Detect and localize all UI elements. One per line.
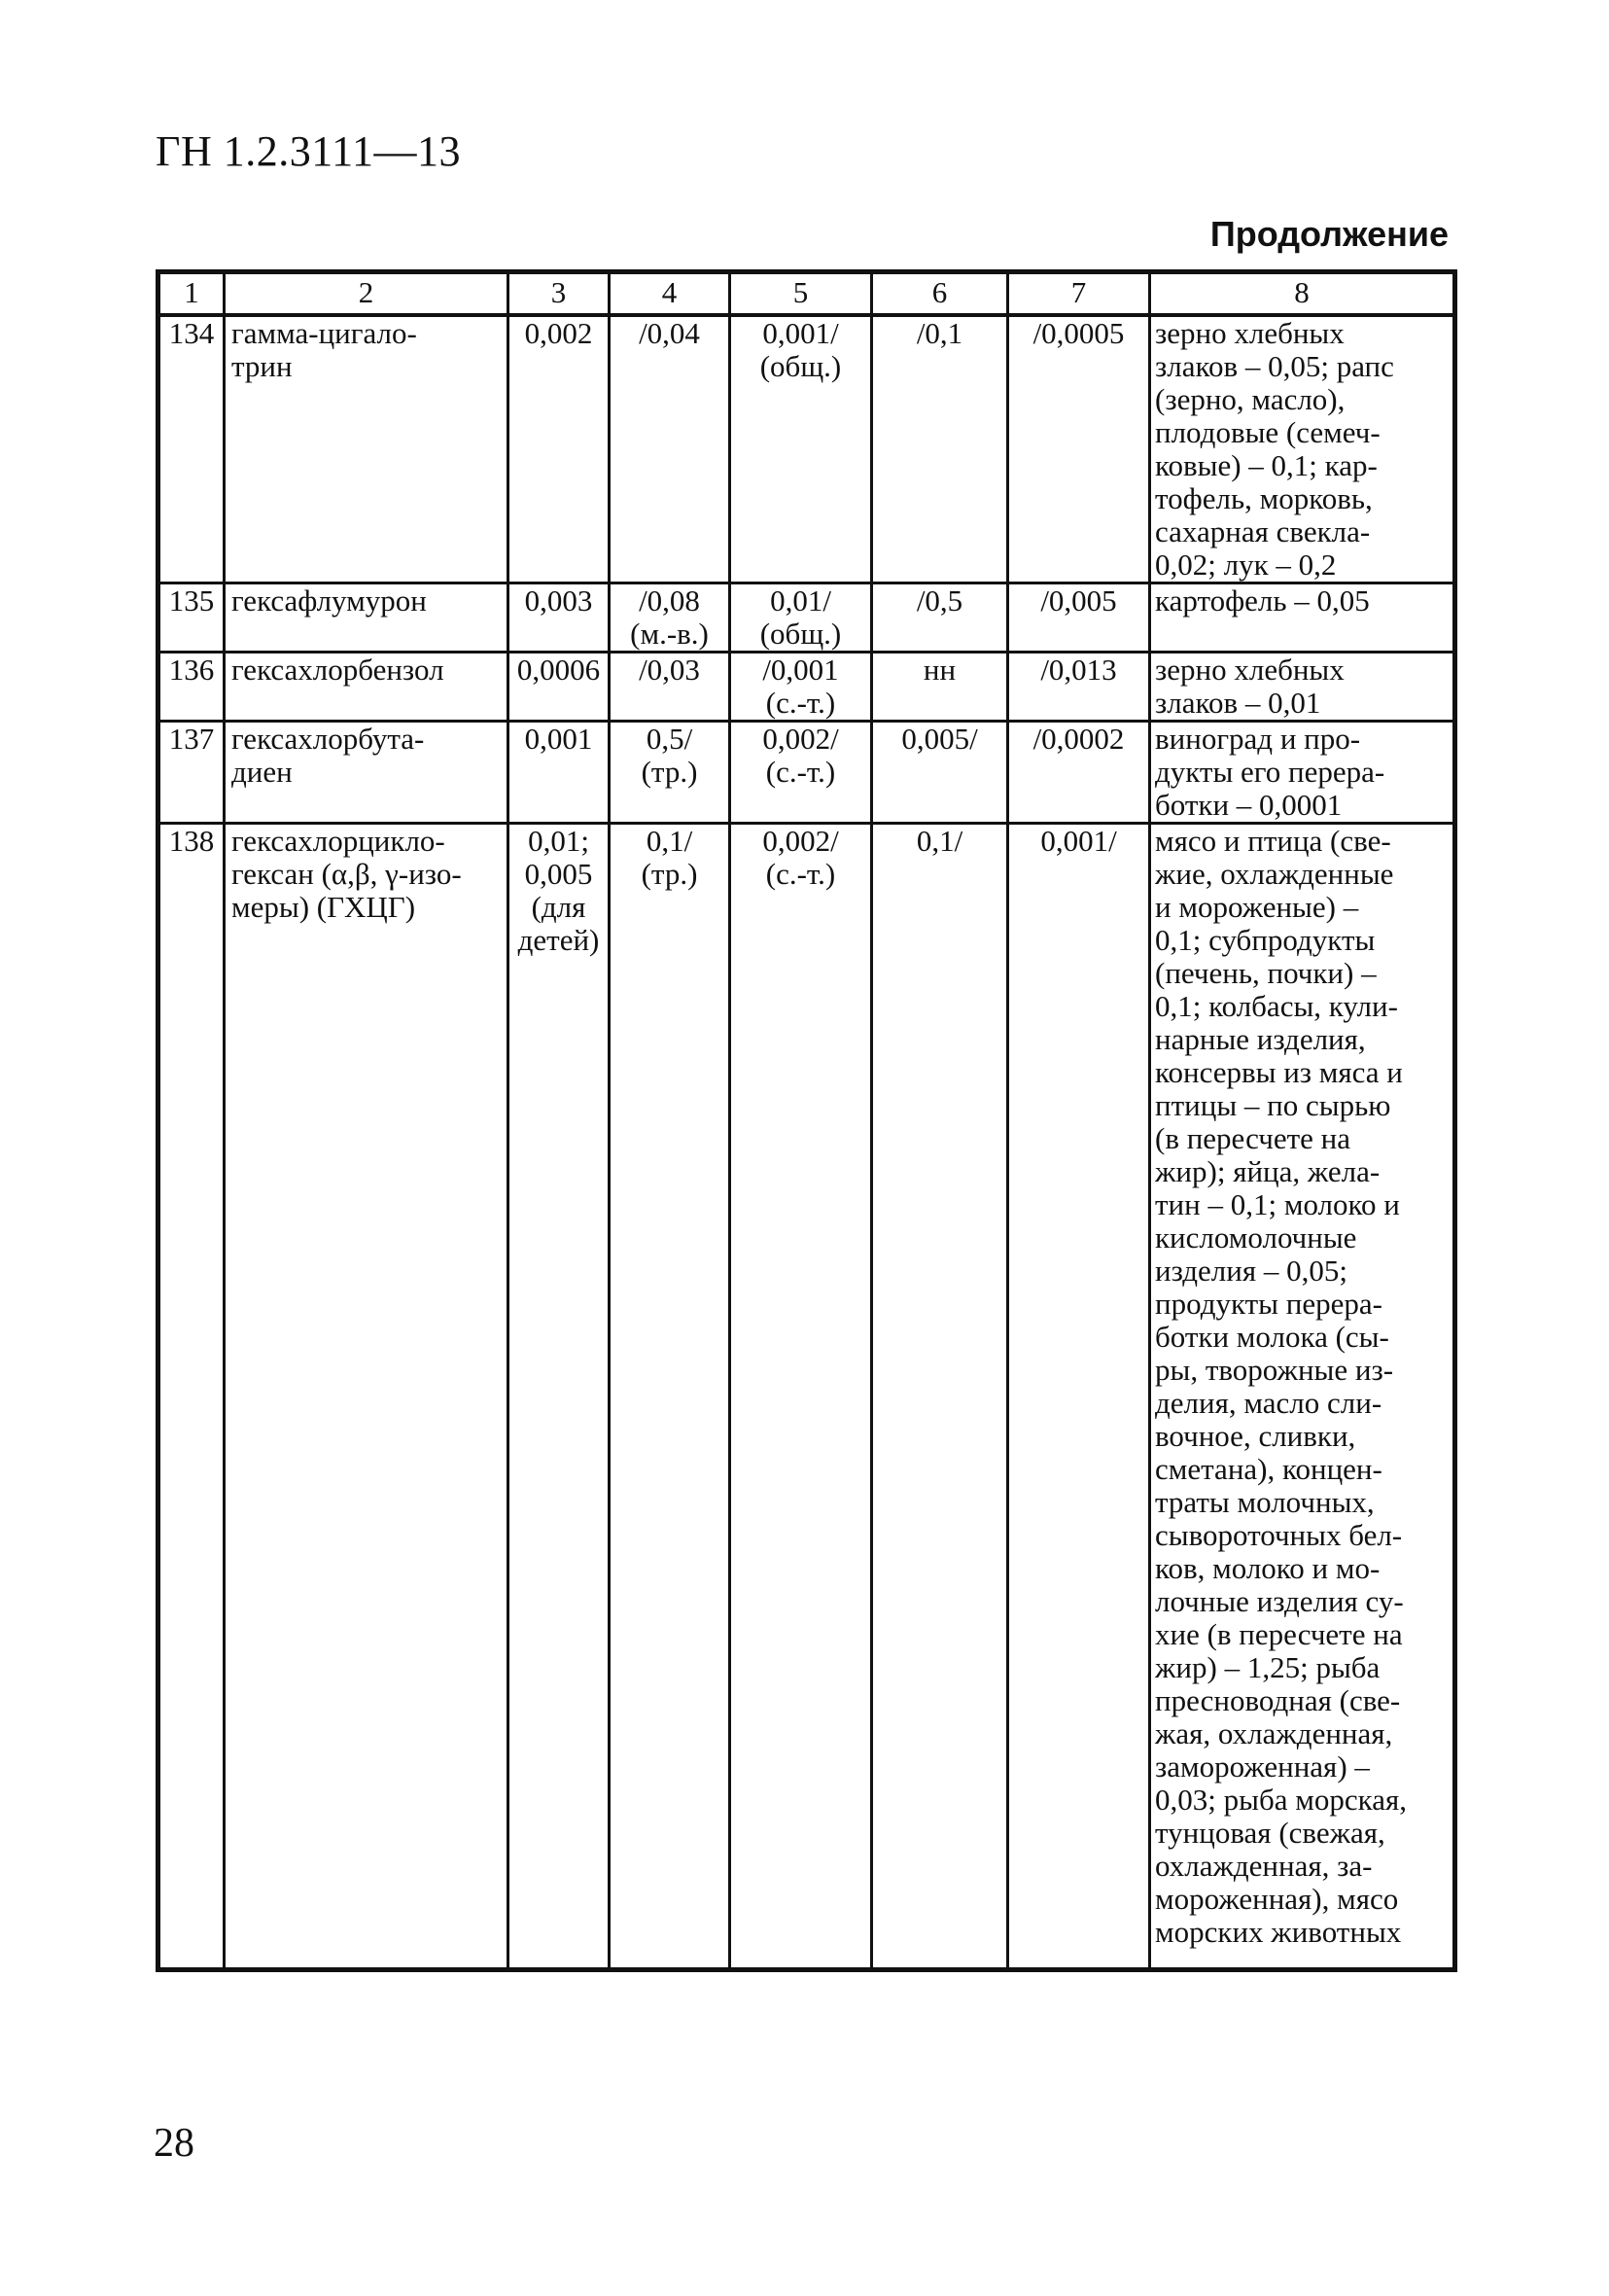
column-header: 3 bbox=[508, 272, 610, 316]
row-number: 138 bbox=[158, 824, 225, 1970]
table-header-row bbox=[158, 272, 1455, 316]
cell-col6: /0,1 bbox=[872, 315, 1008, 583]
cell-col5: 0,01/ (общ.) bbox=[730, 583, 872, 653]
document-code: ГН 1.2.3111—13 bbox=[156, 127, 461, 175]
cell-col8: мясо и птица (све- жие, охлажденные и мороженые) – 0,1; субпродукты (печень, почки) – 0,1; колбасы, кули- нарные изделия, консервы из мяса и птицы – по сырью (в пересчете на жир); яйца, жела- тин – 0,1; молоко и кисломолочные изделия – 0,05; продукты перера- ботки молока (сы- ры, творожные из- делия, масло сли- вочное, сливки, сметана), концен- траты молочных, сывороточных бел- ков, молоко и мо- лочные изделия су- хие (в пересчете на жир) – 1,25; рыба пресноводная (све- жая, охлажденная, замороженная) – 0,03; рыба морская, тунцовая (свежая, охлажденная, за- мороженная), мясо морских животных bbox=[1150, 824, 1455, 1970]
cell-col3: 0,001 bbox=[508, 722, 610, 824]
cell-col3: 0,01; 0,005 (для детей) bbox=[508, 824, 610, 1970]
cell-col3: 0,002 bbox=[508, 315, 610, 583]
cell-col6: 0,005/ bbox=[872, 722, 1008, 824]
cell-col6: /0,5 bbox=[872, 583, 1008, 653]
substance-name: гамма-цигало- трин bbox=[225, 315, 508, 583]
substance-name: гексахлорцикло- гексан (α,β, γ-изо- меры) (ГХЦГ) bbox=[225, 824, 508, 1970]
cell-col6: 0,1/ bbox=[872, 824, 1008, 1970]
table-row bbox=[158, 653, 1455, 722]
continuation-label: Продолжение bbox=[1209, 214, 1449, 254]
table-row bbox=[158, 824, 1455, 1970]
column-header: 8 bbox=[1150, 272, 1455, 316]
cell-col4: 0,1/ (тр.) bbox=[610, 824, 730, 1970]
cell-col4: /0,04 bbox=[610, 315, 730, 583]
row-number: 135 bbox=[158, 583, 225, 653]
substance-name: гексахлорбензол bbox=[225, 653, 508, 722]
column-header: 6 bbox=[872, 272, 1008, 316]
cell-col3: 0,0006 bbox=[508, 653, 610, 722]
cell-col5: 0,002/ (с.-т.) bbox=[730, 722, 872, 824]
column-header: 4 bbox=[610, 272, 730, 316]
cell-col4: /0,08 (м.-в.) bbox=[610, 583, 730, 653]
substance-name: гексафлумурон bbox=[225, 583, 508, 653]
row-number: 137 bbox=[158, 722, 225, 824]
cell-col7: /0,005 bbox=[1008, 583, 1150, 653]
cell-col4: 0,5/ (тр.) bbox=[610, 722, 730, 824]
cell-col8: зерно хлебных злаков – 0,01 bbox=[1150, 653, 1455, 722]
table-row bbox=[158, 315, 1455, 583]
cell-col5: 0,002/ (с.-т.) bbox=[730, 824, 872, 1970]
substance-name: гексахлорбута- диен bbox=[225, 722, 508, 824]
cell-col7: /0,0005 bbox=[1008, 315, 1150, 583]
column-header: 5 bbox=[730, 272, 872, 316]
cell-col8: виноград и про- дукты его перера- ботки – 0,0001 bbox=[1150, 722, 1455, 824]
column-header: 2 bbox=[225, 272, 508, 316]
column-header: 1 bbox=[158, 272, 225, 316]
page-number: 28 bbox=[154, 2121, 194, 2166]
table-row bbox=[158, 722, 1455, 824]
cell-col3: 0,003 bbox=[508, 583, 610, 653]
cell-col5: /0,001 (с.-т.) bbox=[730, 653, 872, 722]
row-number: 134 bbox=[158, 315, 225, 583]
norms-table bbox=[156, 269, 1457, 1972]
cell-col7: /0,013 bbox=[1008, 653, 1150, 722]
cell-col4: /0,03 bbox=[610, 653, 730, 722]
cell-col6: нн bbox=[872, 653, 1008, 722]
cell-col8: зерно хлебных злаков – 0,05; рапс (зерно, масло), плодовые (семеч- ковые) – 0,1; кар- тофель, морковь, сахарная свекла- 0,02; лук – 0,2 bbox=[1150, 315, 1455, 583]
cell-col8: картофель – 0,05 bbox=[1150, 583, 1455, 653]
cell-col7: 0,001/ bbox=[1008, 824, 1150, 1970]
cell-col5: 0,001/ (общ.) bbox=[730, 315, 872, 583]
row-number: 136 bbox=[158, 653, 225, 722]
cell-col7: /0,0002 bbox=[1008, 722, 1150, 824]
table-row bbox=[158, 583, 1455, 653]
column-header: 7 bbox=[1008, 272, 1150, 316]
